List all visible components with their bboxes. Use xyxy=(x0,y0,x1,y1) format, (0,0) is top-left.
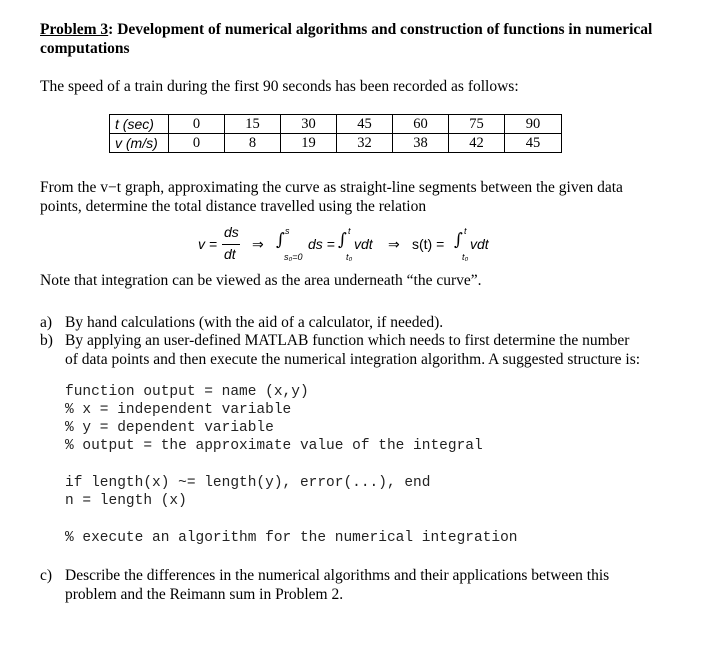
int3-upper: t xyxy=(464,226,467,236)
code-line-3: % y = dependent variable xyxy=(65,420,274,436)
int1-lower: s₀=0 xyxy=(284,252,303,262)
int2-upper: t xyxy=(348,226,351,236)
code-line-6: n = length (x) xyxy=(65,493,187,509)
implies-arrow-2: ⇒ xyxy=(388,236,400,252)
speed-table xyxy=(109,114,562,153)
code-line-4: % output = the approximate value of the integral xyxy=(65,438,483,454)
eq-ds: ds = xyxy=(308,236,335,252)
problem-title-text: : Development of numerical algorithms and construction of functions in numerical computations xyxy=(40,21,653,57)
intro-text: The speed of a train during the first 90 seconds has been recorded as follows: xyxy=(40,78,519,95)
item-c-label: c) xyxy=(40,567,53,584)
table-cell: 45 xyxy=(505,134,562,153)
eq-numerator: ds xyxy=(224,224,239,240)
table-header-t: t (sec) xyxy=(110,115,169,134)
fraction-bar xyxy=(222,244,240,245)
eq-st: s(t) = xyxy=(412,236,445,252)
integral-sign-2: ∫ xyxy=(338,230,347,250)
int1-upper: s xyxy=(285,226,290,236)
int3-lower: t₀ xyxy=(462,252,469,262)
item-b-line-2: of data points and then execute the numerical integration algorithm. A suggested structure is: xyxy=(65,351,641,368)
table-cell: 38 xyxy=(393,134,449,153)
table-row-speed xyxy=(110,134,562,153)
int2-lower: t₀ xyxy=(346,252,353,262)
eq-lhs: v = xyxy=(198,236,218,252)
table-cell: 0 xyxy=(169,134,225,153)
table-cell: 30 xyxy=(281,115,337,134)
eq-vdt-2: vdt xyxy=(470,236,489,252)
table-cell: 15 xyxy=(225,115,281,134)
item-b-line-1: By applying an user-defined MATLAB function which needs to first determine the number xyxy=(65,332,630,349)
item-c-line-1: Describe the differences in the numerical algorithms and their applications between this xyxy=(65,567,610,584)
paragraph-line-2: points, determine the total distance travelled using the relation xyxy=(40,198,427,215)
code-line-1: function output = name (x,y) xyxy=(65,384,309,400)
relation-equation xyxy=(198,222,538,266)
table-cell: 8 xyxy=(225,134,281,153)
code-line-2: % x = independent variable xyxy=(65,402,292,418)
item-a-text: By hand calculations (with the aid of a calculator, if needed). xyxy=(65,314,444,331)
eq-vdt-1: vdt xyxy=(354,236,373,252)
integral-sign-1: ∫ xyxy=(276,230,285,250)
problem-label: Problem 3 xyxy=(40,21,109,38)
table-cell: 32 xyxy=(337,134,393,153)
table-cell: 42 xyxy=(449,134,505,153)
code-line-7: % execute an algorithm for the numerical integration xyxy=(65,530,518,546)
item-b-label: b) xyxy=(40,332,53,349)
table-cell: 19 xyxy=(281,134,337,153)
table-cell: 45 xyxy=(337,115,393,134)
item-c-line-2: problem and the Reimann sum in Problem 2. xyxy=(65,586,344,603)
table-cell: 0 xyxy=(169,115,225,134)
note-text: Note that integration can be viewed as the area underneath “the curve”. xyxy=(40,272,482,289)
implies-arrow-1: ⇒ xyxy=(252,236,264,252)
code-line-5: if length(x) ~= length(y), error(...), end xyxy=(65,475,431,491)
table-row-time xyxy=(110,115,562,134)
integral-sign-3: ∫ xyxy=(454,230,463,250)
table-cell: 90 xyxy=(505,115,562,134)
table-header-v: v (m/s) xyxy=(110,134,169,153)
paragraph-line-1: From the v−t graph, approximating the curve as straight-line segments between the given data xyxy=(40,179,623,196)
problem-title xyxy=(40,20,700,58)
item-a-label: a) xyxy=(40,314,53,331)
table-cell: 60 xyxy=(393,115,449,134)
table-cell: 75 xyxy=(449,115,505,134)
eq-denominator: dt xyxy=(224,246,236,262)
